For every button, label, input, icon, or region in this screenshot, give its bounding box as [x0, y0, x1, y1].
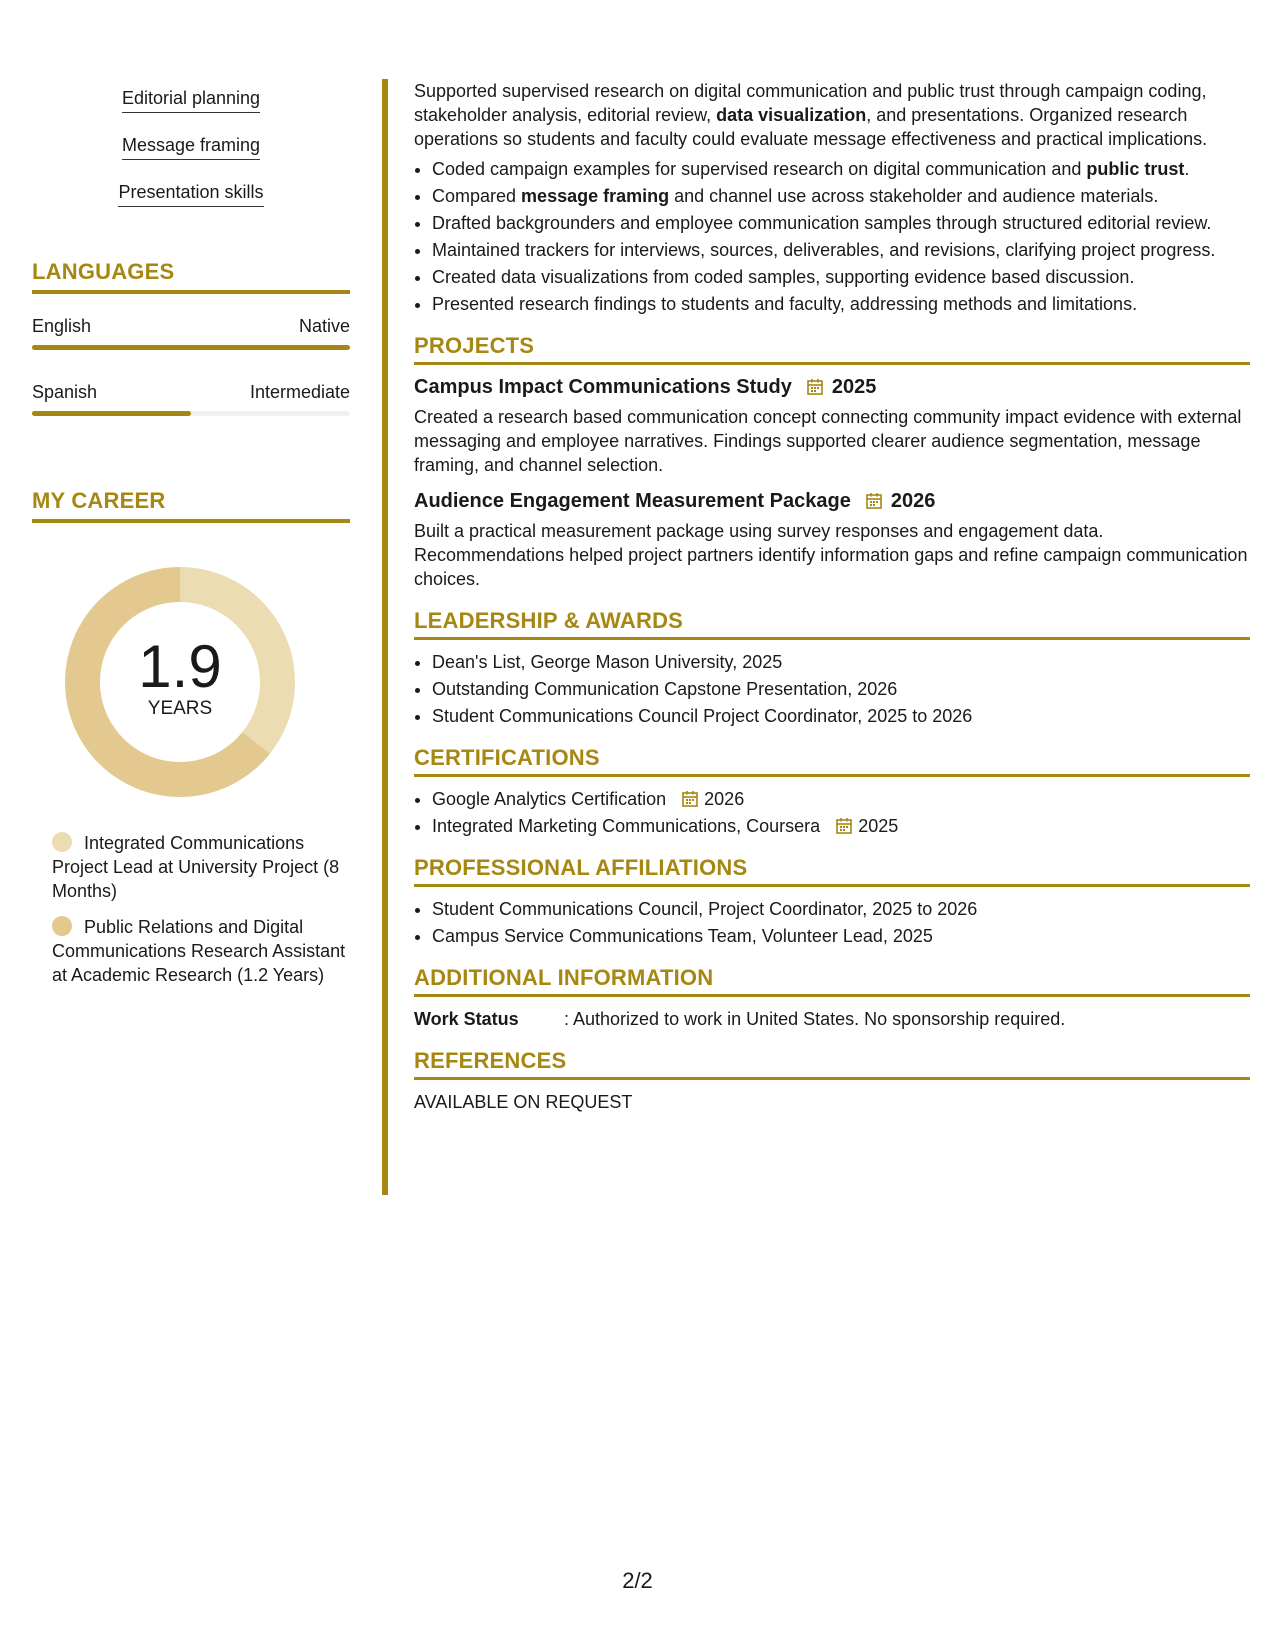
language-proficiency-fill — [32, 411, 191, 416]
certifications-list — [414, 787, 1250, 838]
calendar-icon — [681, 790, 699, 808]
career-total-unit: YEARS — [147, 698, 213, 719]
work-status-value: : Authorized to work in United States. No sponsorship required. — [564, 1009, 1066, 1029]
career-legend-text: Integrated Communications Project Lead at University Project (8 Months) — [52, 833, 340, 901]
projects-heading: PROJECTS — [414, 334, 1250, 365]
leadership-item: • Outstanding Communication Capstone Presentation, 2026 — [432, 677, 1250, 701]
career-legend — [32, 831, 350, 987]
career-heading: MY CAREER — [32, 488, 350, 523]
bullet-text: Maintained trackers for interviews, sources, deliverables, and revisions, clarifying project progress. — [432, 240, 1216, 260]
language-proficiency-fill — [32, 345, 350, 350]
bullet-text: and channel use across stakeholder and audience materials. — [669, 186, 1159, 206]
project-description: Created a research based communication concept connecting community impact evidence with external messaging and employee narratives. Findings supported clearer audience segmentation, message framing, and channel selection. — [414, 407, 1242, 475]
experience-bullet — [432, 265, 1250, 289]
project-item — [414, 375, 1250, 477]
affiliation-item: • Student Communications Council, Project Coordinator, 2025 to 2026 — [432, 897, 1250, 921]
career-total-value: 1.9 — [138, 633, 222, 700]
project-name: Campus Impact Communications Study — [414, 376, 792, 398]
bullet-text: Presented research findings to students and faculty, addressing methods and limitations. — [432, 294, 1138, 314]
certification-item — [432, 787, 1250, 811]
career-donut-chart — [65, 567, 295, 797]
bullet-text: Compared — [432, 186, 522, 206]
certification-year: 2025 — [858, 816, 899, 836]
work-status-label: Work Status — [414, 1009, 519, 1029]
language-item — [32, 316, 350, 350]
language-proficiency-bar — [32, 345, 350, 350]
additional-row — [414, 1007, 1250, 1031]
experience-bullet — [432, 211, 1250, 235]
experience-summary — [414, 79, 1250, 151]
additional-heading: ADDITIONAL INFORMATION — [414, 966, 1250, 997]
certification-year: 2026 — [704, 789, 745, 809]
summary-text: , and presentations. Organized research operations so students and faculty could evaluate message effectiveness and practical implications. — [414, 105, 1208, 149]
references-text: AVAILABLE ON REQUEST — [414, 1092, 633, 1112]
languages-heading: LANGUAGES — [32, 259, 350, 294]
skills-list — [32, 80, 350, 221]
experience-bullet — [432, 238, 1250, 262]
leadership-heading: LEADERSHIP & AWARDS — [414, 609, 1250, 640]
experience-bullet — [432, 184, 1250, 208]
language-name: Spanish — [32, 382, 98, 402]
certification-name: Integrated Marketing Communications, Coursera — [432, 816, 821, 836]
affiliation-item: • Campus Service Communications Team, Volunteer Lead, 2025 — [432, 924, 1250, 948]
leadership-item: • Student Communications Council Project Coordinator, 2025 to 2026 — [432, 704, 1250, 728]
career-legend-dot — [52, 916, 72, 936]
leadership-item: • Dean's List, George Mason University, 2025 — [432, 650, 1250, 674]
calendar-icon — [865, 492, 883, 510]
summary-bold: data visualization — [716, 105, 867, 125]
bullet-bold: public trust — [1086, 159, 1185, 179]
project-item — [414, 489, 1250, 591]
certifications-heading: CERTIFICATIONS — [414, 746, 1250, 777]
project-year: 2026 — [890, 490, 936, 512]
bullet-text: Created data visualizations from coded samples, supporting evidence based discussion. — [432, 267, 1135, 287]
experience-bullet — [432, 292, 1250, 316]
language-level: Native — [298, 316, 350, 336]
skill-item: Presentation skills — [118, 182, 263, 207]
project-name: Audience Engagement Measurement Package — [414, 490, 851, 512]
language-proficiency-bar — [32, 411, 350, 416]
language-level: Intermediate — [249, 382, 350, 402]
column-divider — [382, 79, 388, 1195]
career-legend-item — [32, 915, 350, 987]
right-column — [414, 79, 1250, 1114]
calendar-icon — [806, 378, 824, 396]
experience-bullet — [432, 157, 1250, 181]
page-number: 2/2 — [622, 1568, 653, 1593]
project-description: Built a practical measurement package using survey responses and engagement data. Recommendations helped project partners identify information gaps and refine campaign communication choices. — [414, 521, 1248, 589]
certification-name: Google Analytics Certification — [432, 789, 667, 809]
affiliations-heading: PROFESSIONAL AFFILIATIONS — [414, 856, 1250, 887]
references-heading: REFERENCES — [414, 1049, 1250, 1080]
career-legend-dot — [52, 832, 72, 852]
project-year: 2025 — [831, 376, 877, 398]
certification-item — [432, 814, 1250, 838]
language-item — [32, 382, 350, 416]
bullet-bold: message framing — [521, 186, 670, 206]
left-column — [32, 80, 350, 999]
leadership-list — [414, 650, 1250, 728]
bullet-text: . — [1184, 159, 1190, 179]
calendar-icon — [835, 817, 853, 835]
summary-text: Supported supervised research on digital communication and public trust through campaign coding, stakeholder analysis, editorial review, — [414, 81, 1207, 125]
career-legend-item — [32, 831, 350, 903]
career-total — [65, 567, 295, 797]
skill-item: Message framing — [122, 135, 260, 160]
affiliations-list — [414, 897, 1250, 948]
bullet-text: Coded campaign examples for supervised research on digital communication and — [432, 159, 1087, 179]
career-legend-text: Public Relations and Digital Communications Research Assistant at Academic Research (1.2 Years) — [52, 917, 346, 985]
language-name: English — [32, 316, 92, 336]
experience-bullets — [414, 157, 1250, 316]
bullet-text: Drafted backgrounders and employee communication samples through structured editorial review. — [432, 213, 1212, 233]
skill-item: Editorial planning — [122, 88, 260, 113]
